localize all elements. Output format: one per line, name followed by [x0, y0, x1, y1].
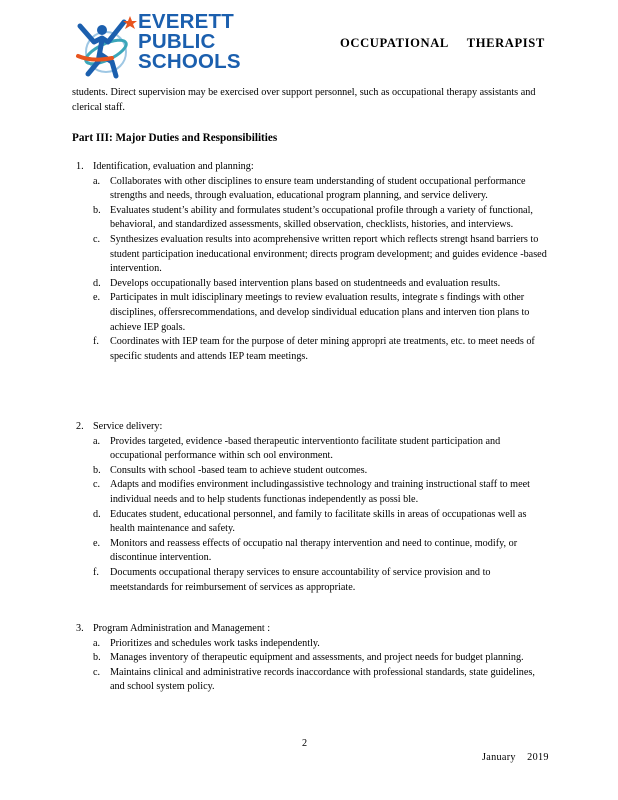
item-letter: b.: [93, 464, 101, 476]
item-text: Monitors and reassess effects of occupatio nal therapy intervention and need to continue, modify, or discontinue intervention.: [110, 537, 518, 564]
footer-date: January 2019: [482, 752, 549, 763]
section-service-delivery: [72, 420, 547, 595]
item-letter: f.: [93, 336, 99, 348]
page-number: 2: [302, 738, 308, 749]
list-item: [72, 478, 547, 507]
logo-line-2: PUBLIC: [138, 30, 216, 53]
section-identification: [72, 160, 547, 364]
section-heading: [72, 160, 547, 175]
list-item: [72, 666, 547, 695]
list-item: [72, 566, 547, 595]
item-letter: a.: [93, 175, 101, 187]
list-item: [72, 508, 547, 537]
item-letter: f.: [93, 566, 99, 578]
section-number: 3.: [76, 623, 84, 634]
item-letter: c.: [93, 233, 101, 245]
list-item: [72, 637, 547, 652]
section-title: Program Administration and Management :: [93, 623, 271, 634]
item-letter: d.: [93, 277, 101, 289]
item-text: Synthesizes evaluation results into acomprehensive written report which reflects strengt hsand barriers to student participation ineducational environment; directs program development; and guides evidence -based intervention.: [110, 233, 547, 275]
list-item: [72, 537, 547, 566]
section-heading: [72, 622, 547, 637]
item-text: Evaluates student’s ability and formulates student’s occupational profile through a variety of functional, behavioral, and standardized assessments, skilled observation, checklists, histories, and interviews.: [110, 204, 533, 231]
item-text: Collaborates with other disciplines to ensure team understanding of student occupational performance strengths and needs, through evaluation, educational program planning, and service delivery.: [110, 175, 526, 202]
item-letter: b.: [93, 652, 101, 664]
section-title: Service delivery:: [93, 421, 163, 432]
item-text: Consults with school -based team to achieve student outcomes.: [110, 464, 368, 476]
part-heading: Part III: Major Duties and Responsibilities: [72, 132, 278, 144]
list-item: [72, 204, 547, 233]
list-item: [72, 651, 547, 666]
section-heading: [72, 420, 547, 435]
logo-line-1: EVERETT: [138, 10, 234, 33]
list-item: [72, 464, 547, 479]
section-number: 1.: [76, 161, 84, 172]
item-text: Develops occupationally based intervention plans based on studentneeds and evaluation results.: [110, 277, 501, 289]
item-letter: a.: [93, 435, 101, 447]
item-text: Documents occupational therapy services to ensure accountability of service provision and to meetstandards for reimbursement of services as appropriate.: [110, 566, 491, 593]
item-text: Coordinates with IEP team for the purpose of deter mining appropri ate treatments, etc. to meet needs of specific students and attends IEP team meetings.: [110, 336, 535, 362]
list-item: [72, 335, 547, 364]
list-item: [72, 291, 547, 335]
item-letter: c.: [93, 666, 101, 678]
section-title: Identification, evaluation and planning:: [93, 161, 254, 172]
logo-wordmark: [138, 12, 241, 72]
item-letter: d.: [93, 508, 101, 520]
item-letter: e.: [93, 537, 101, 549]
list-item: [72, 435, 547, 464]
section-program-administration: [72, 622, 547, 695]
item-letter: e.: [93, 292, 101, 304]
section-number: 2.: [76, 421, 84, 432]
logo-figure-icon: [72, 12, 142, 80]
item-letter: c.: [93, 479, 101, 491]
item-text: Adapts and modifies environment includingassistive technology and training instructional staff to meet individual needs and to help students functionas independently as possi ble.: [110, 479, 530, 505]
item-text: Prioritizes and schedules work tasks independently.: [110, 637, 320, 649]
list-item: [72, 233, 547, 277]
item-text: Provides targeted, evidence -based therapeutic interventionto facilitate student participation and occupational performance within sch ool environment.: [110, 435, 501, 462]
intro-paragraph: students. Direct supervision may be exercised over support personnel, such as occupational therapy assistants and clerical staff.: [72, 87, 536, 113]
item-text: Manages inventory of therapeutic equipment and assessments, and project needs for budget planning.: [110, 652, 524, 664]
item-text: Participates in mult idisciplinary meetings to review evaluation results, integrate s findings with other disciplines, offersrecommendations, and develop sindividual education plans and interven tion plans to achieve IEP goals.: [110, 292, 530, 333]
list-item: [72, 175, 547, 204]
item-letter: a.: [93, 637, 101, 649]
document-title: OCCUPATIONAL THERAPIST: [340, 36, 545, 50]
item-text: Educates student, educational personnel, and family to facilitate skills in areas of occupationas well as health maintenance and safety.: [110, 508, 527, 535]
item-letter: b.: [93, 204, 101, 216]
item-text: Maintains clinical and administrative records inaccordance with professional standards, state guidelines, and school system policy.: [110, 666, 535, 693]
logo-line-3: SCHOOLS: [138, 50, 241, 73]
list-item: [72, 277, 547, 292]
